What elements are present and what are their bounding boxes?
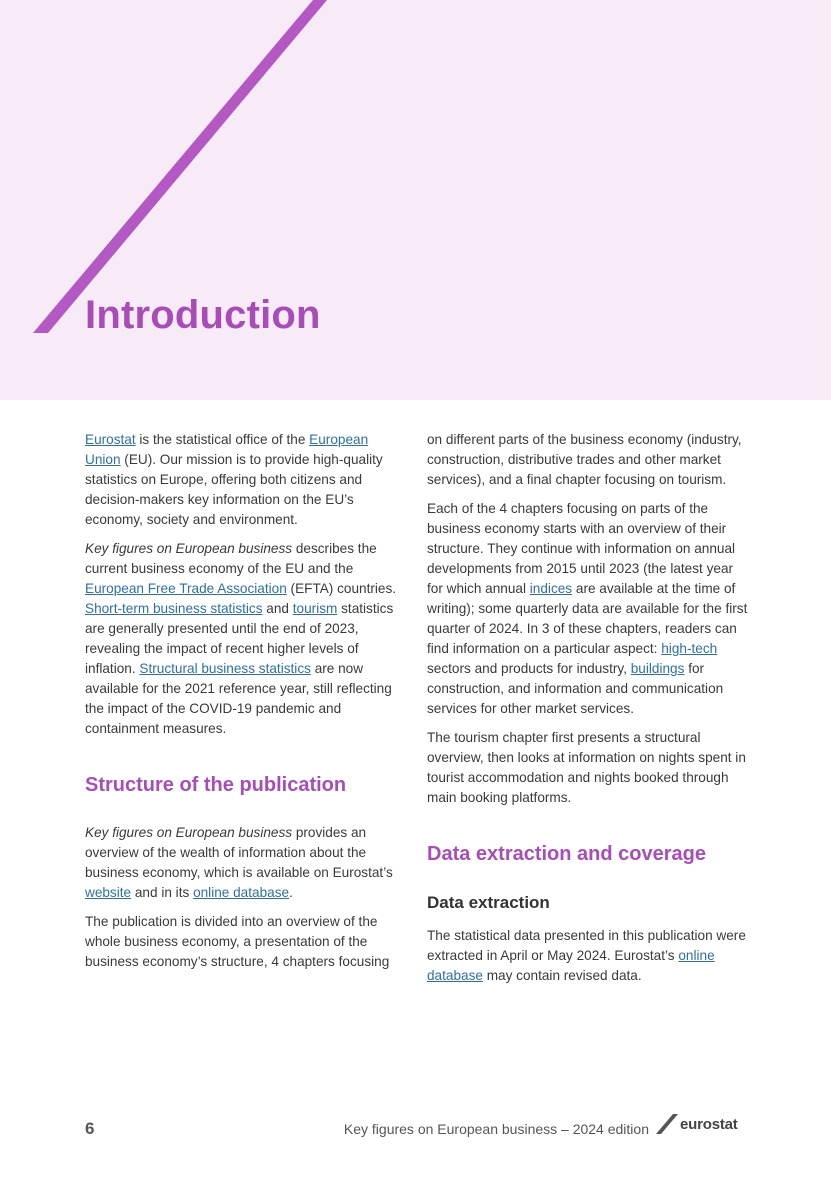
link-high-tech[interactable]: high-tech [661,641,718,656]
subheading-data-extraction: Data extraction [427,893,550,912]
link-website[interactable]: website [85,885,132,900]
left-column [85,430,407,981]
paragraph-key-figures: Key figures on European business describes the current business economy of the EU and the European Free Trade Association (EFTA) countries. Short-term business statistics and tourism statistics are generally presented until the end of 2023, revealing the impact of recent higher levels of inflation. Structural business statistics are now available for the 2021 reference year, still reflecting the impact of the COVID-19 pandemic and containment measures. [85,541,397,736]
header-banner [0,0,831,400]
link-structural-business-statistics[interactable]: Structural business statistics [139,661,311,676]
section-heading-data-extraction: Data extraction and coverage [427,843,706,865]
link-buildings[interactable]: buildings [630,661,685,676]
paragraph-continued: on different parts of the business economy (industry, construction, distributive trades and other market services), and a final chapter focusing on tourism. [427,432,742,487]
section-heading-structure: Structure of the publication [85,774,347,796]
link-eurostat[interactable]: Eurostat [85,432,136,447]
logo-slash-icon [656,1113,678,1135]
paragraph-data-extraction: The statistical data presented in this publication were extracted in April or May 2024. Eurostat’s online database may contain revised data. [427,928,746,983]
link-european-union[interactable]: European Union [85,432,369,467]
link-indices[interactable]: indices [529,581,573,596]
eurostat-logo [656,1112,738,1136]
paragraph-chapters: Each of the 4 chapters focusing on parts of the business economy starts with an overview of their structure. They continue with information on annual developments from 2015 until 2023 (the latest year for which annual indices are available at the time of writing); some quarterly data are available for the first quarter of 2024. In 3 of these chapters, readers can find information on a particular aspect: high-tech sectors and products for industry, buildings for construction, and information and communication services for other market services. [427,501,748,716]
paragraph-publication-division: The publication is divided into an overview of the whole business economy, a presentation of the business economy’s structure, 4 chapters focusing [85,914,390,969]
link-short-term-business-statistics[interactable]: Short-term business statistics [85,601,263,616]
paragraph-overview: Key figures on European business provides an overview of the wealth of information about the business economy, which is available on Eurostat’s website and in its online database. [85,825,393,900]
link-online-database[interactable]: online database [193,885,290,900]
paragraph-tourism-chapter: The tourism chapter first presents a structural overview, then looks at information on nights spent in tourist accommodation and nights booked through main booking platforms. [427,730,746,805]
diagonal-stripe-decoration [0,0,831,400]
page-number: 6 [85,1119,95,1138]
logo-text: eurostat [680,1115,738,1133]
footer-publication-title: Key figures on European business – 2024 edition [343,1121,649,1137]
link-online-database-2[interactable]: online database [427,948,715,983]
page-title: Introduction [85,293,321,337]
paragraph-eurostat-intro: Eurostat is the statistical office of the European Union (EU). Our mission is to provide high-quality statistics on Europe, offering both citizens and decision-makers key information on the EU’s economy, society and environment. [85,432,383,527]
link-efta[interactable]: European Free Trade Association [85,581,287,596]
link-tourism[interactable]: tourism [292,601,338,616]
right-column [427,430,749,995]
